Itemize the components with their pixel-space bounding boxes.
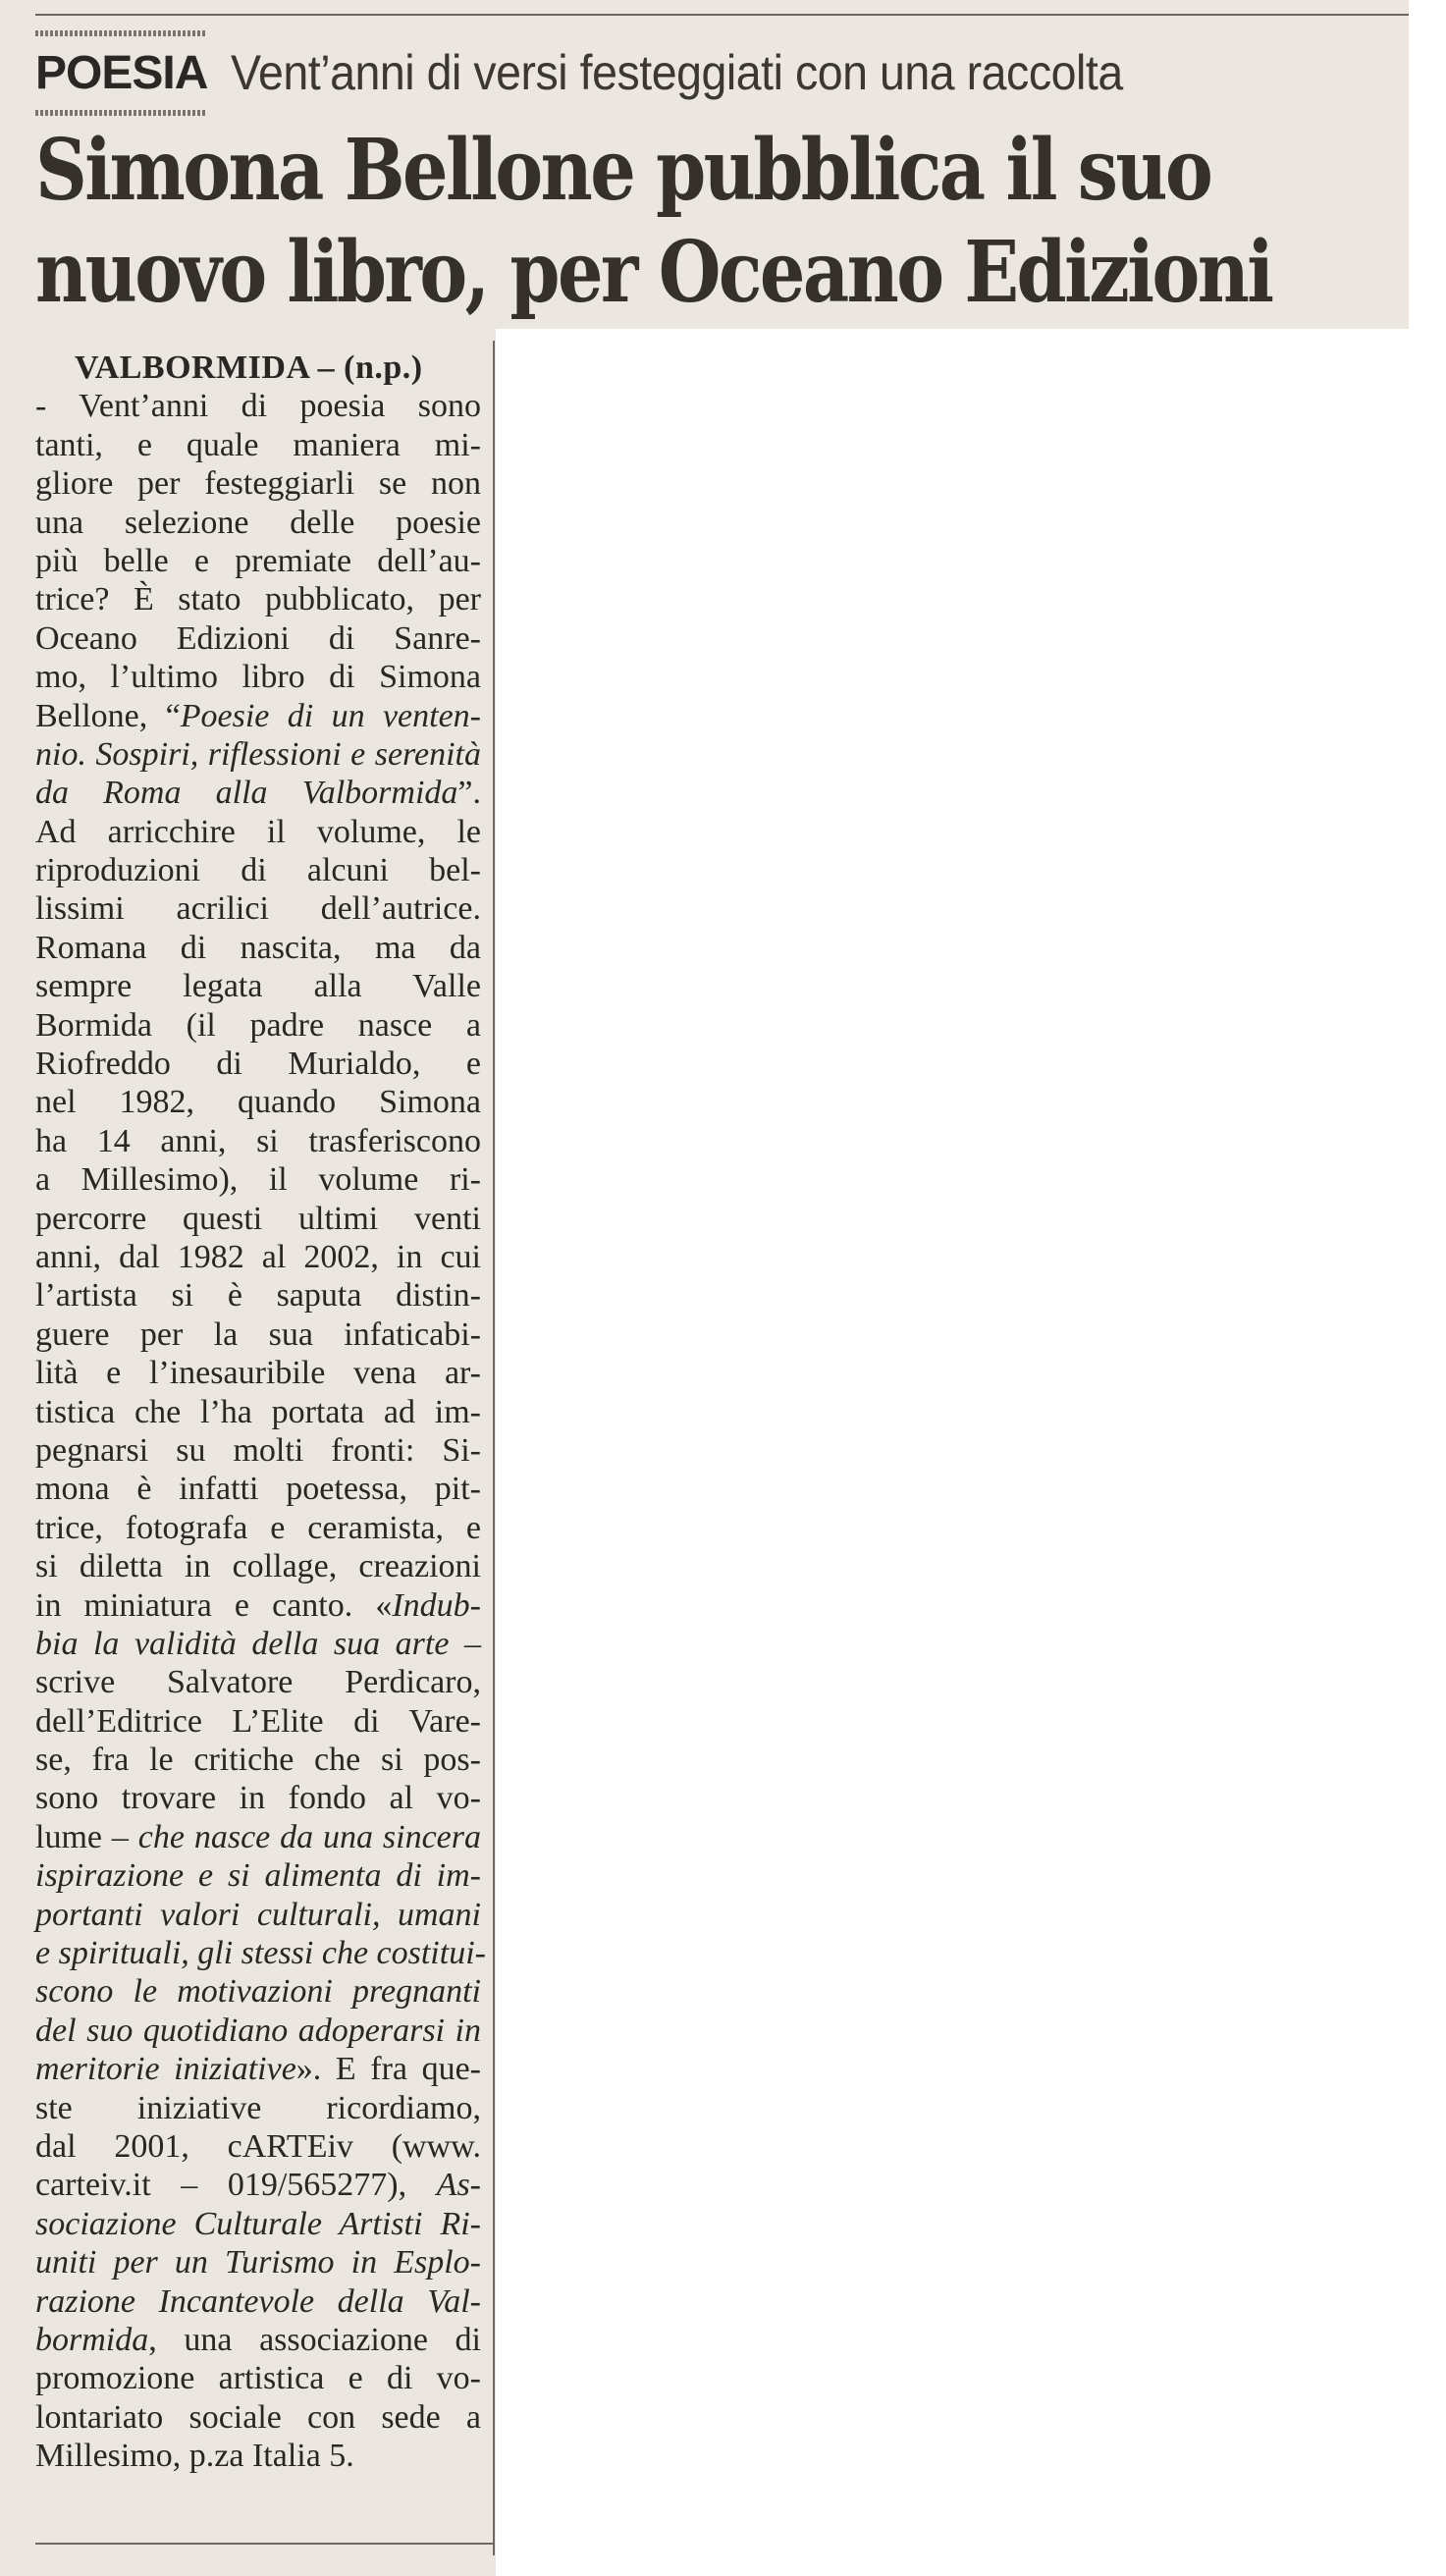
body-line <box>35 1083 481 1121</box>
italic-text: uniti per un Turismo in Esplo- <box>35 2244 481 2281</box>
body-text: Oceano Edizioni di Sanre- <box>35 619 481 657</box>
body-text: nel 1982, quando Simona <box>35 1084 481 1121</box>
body-text: trice, fotografa e ceramista, e <box>35 1509 481 1546</box>
italic-text: scono le motivazioni pregnanti <box>35 1973 481 2011</box>
kicker-row <box>35 33 1191 112</box>
italic-text: Poesie di un venten- <box>180 697 481 734</box>
blank-margin <box>1409 0 1446 329</box>
body-line <box>35 1006 481 1045</box>
italic-text: sociazione Culturale Artisti Ri- <box>35 2205 481 2242</box>
body-line <box>35 658 481 696</box>
headline-line: Simona Bellone pubblica il suo <box>35 121 1211 220</box>
italic-text: meritorie iniziative <box>35 2051 296 2088</box>
top-rule <box>35 14 1409 16</box>
body-line <box>35 2012 481 2050</box>
body-text: promozione artistica e di vo- <box>35 2360 481 2397</box>
italic-text: che nasce da una sincera <box>137 1818 482 1855</box>
body-text: ste iniziative ricordiamo, <box>35 2089 481 2126</box>
italic-text: bia la validità della sua arte <box>35 1625 450 1662</box>
body-line <box>35 2437 481 2475</box>
body-text: a Millesimo), il volume ri- <box>35 1161 481 1199</box>
body-text: percorre questi ultimi venti <box>35 1200 481 1237</box>
body-text: tistica che l’ha portata ad im- <box>35 1393 481 1430</box>
body-line <box>35 1045 481 1083</box>
body-line <box>35 2282 481 2321</box>
dateline: VALBORMIDA – (n.p.) <box>75 349 423 386</box>
body-line <box>35 851 481 889</box>
body-line <box>35 735 481 774</box>
body-line <box>35 2127 481 2166</box>
body-line <box>35 504 481 542</box>
headline-line: nuovo libro, per Oceano Edizioni <box>35 223 1272 322</box>
body-line <box>35 1741 481 1779</box>
italic-text: nio. Sospiri, riflessioni e serenità <box>35 735 481 773</box>
section-label: POESIA <box>35 40 207 106</box>
body-text: più belle e premiate dell’au- <box>35 542 481 579</box>
body-text: pegnarsi su molti fronti: Si- <box>35 1431 481 1469</box>
body-text: una selezione delle poesie <box>35 504 481 541</box>
kicker: Vent’anni di versi festeggiati con una raccolta <box>231 45 1124 100</box>
body-text: se, fra le critiche che si pos- <box>35 1742 481 1779</box>
headline <box>35 120 1272 324</box>
body-text: scrive Salvatore Perdicaro, <box>35 1664 481 1701</box>
body-text: Ad arricchire il volume, le <box>35 813 481 850</box>
bottom-rule <box>35 2543 493 2545</box>
body-line <box>35 1393 481 1431</box>
blank-area <box>496 329 1446 2576</box>
body-line <box>35 1972 481 2011</box>
body-line <box>35 889 481 928</box>
body-line <box>35 1818 481 1856</box>
body-text: dell’Editrice L’Elite di Vare- <box>35 1702 481 1740</box>
body-text: anni, dal 1982 al 2002, in cui <box>35 1238 481 1275</box>
body-line <box>35 1200 481 1238</box>
body-line <box>35 1354 481 1392</box>
body-line <box>35 2243 481 2281</box>
body-text: Riofreddo di Murialdo, e <box>35 1046 481 1083</box>
body-line <box>35 464 481 503</box>
body-line <box>35 1431 481 1470</box>
body-line <box>35 1547 481 1585</box>
column-rule <box>493 341 495 2555</box>
body-line <box>35 542 481 580</box>
italic-text: ispirazione e si alimenta di im- <box>35 1857 481 1895</box>
body-text: ”. <box>457 775 481 812</box>
article-body <box>35 349 486 2475</box>
body-text: sempre legata alla Valle <box>35 968 481 1005</box>
italic-text: da Roma alla Valbormida <box>35 775 458 812</box>
body-text: , una associazione di <box>148 2321 481 2358</box>
body-text: – <box>449 1625 481 1662</box>
body-line <box>35 1160 481 1199</box>
body-line <box>35 929 481 967</box>
italic-text: e spirituali, gli stessi che costitui- <box>35 1935 486 1972</box>
body-text: lume – <box>35 1818 138 1855</box>
body-text: mo, l’ultimo libro di Simona <box>35 659 481 696</box>
body-text: - Vent’anni di poesia sono <box>35 388 481 425</box>
italic-text: As- <box>436 2167 481 2204</box>
body-line <box>35 1856 481 1895</box>
body-text: Bormida (il padre nasce a <box>35 1006 481 1044</box>
body-text: gliore per festeggiarli se non <box>35 465 481 503</box>
body-line <box>35 2321 481 2359</box>
body-line <box>35 967 481 1005</box>
italic-text: portanti valori culturali, umani <box>35 1896 481 1933</box>
body-line <box>35 2166 481 2204</box>
body-text: in miniatura e canto. « <box>35 1586 393 1624</box>
body-line <box>35 1934 486 1972</box>
body-text: Bellone, “ <box>35 697 181 734</box>
body-line <box>35 387 481 425</box>
body-line <box>35 1702 481 1741</box>
body-text: ha 14 anni, si trasferiscono <box>35 1122 481 1159</box>
body-text: lissimi acrilici dell’autrice. <box>35 890 481 928</box>
italic-text: Indub- <box>392 1586 481 1624</box>
body-text: Millesimo, p.za Italia 5. <box>35 2438 354 2475</box>
body-line <box>35 1896 481 1934</box>
body-text: tanti, e quale maniera mi- <box>35 426 481 463</box>
body-line <box>35 813 481 851</box>
body-text: dal 2001, cARTEiv (www. <box>35 2127 481 2165</box>
body-line <box>35 1238 481 1276</box>
body-text: lità e l’inesauribile vena ar- <box>35 1355 481 1392</box>
body-text: ». E fra que- <box>295 2051 481 2088</box>
body-line <box>35 2089 481 2127</box>
body-text: mona è infatti poetessa, pit- <box>35 1471 481 1508</box>
body-line <box>35 2205 481 2243</box>
body-text: Romana di nascita, ma da <box>35 929 481 966</box>
body-text: l’artista si è saputa distin- <box>35 1277 481 1315</box>
body-line <box>35 1276 481 1315</box>
body-line <box>35 774 481 812</box>
body-text: guere per la sua infaticabi- <box>35 1315 481 1353</box>
body-line <box>35 1625 481 1663</box>
body-text: trice? È stato pubblicato, per <box>35 581 481 618</box>
body-text: lontariato sociale con sede a <box>35 2398 481 2436</box>
body-line <box>35 1663 481 1701</box>
body-text: sono trovare in fondo al vo- <box>35 1780 481 1817</box>
body-line <box>35 619 481 658</box>
body-line <box>35 1470 481 1508</box>
body-line <box>35 1779 481 1817</box>
body-line <box>35 697 481 735</box>
body-line <box>35 2359 481 2397</box>
body-line <box>35 580 481 618</box>
body-line <box>35 1509 481 1547</box>
body-line <box>35 1122 481 1160</box>
body-text: riproduzioni di alcuni bel- <box>35 852 481 889</box>
body-line <box>35 2050 481 2088</box>
body-line <box>35 1315 481 1354</box>
body-line <box>35 426 481 464</box>
body-text: si diletta in collage, creazioni <box>35 1548 481 1585</box>
body-line <box>35 1586 481 1625</box>
body-line <box>35 2398 481 2437</box>
italic-text: del suo quotidiano adoperarsi in <box>35 2012 481 2049</box>
italic-text: razione Incantevole della Val- <box>35 2282 481 2320</box>
body-text: carteiv.it – 019/565277), <box>35 2167 437 2204</box>
italic-text: bormida <box>35 2321 149 2358</box>
